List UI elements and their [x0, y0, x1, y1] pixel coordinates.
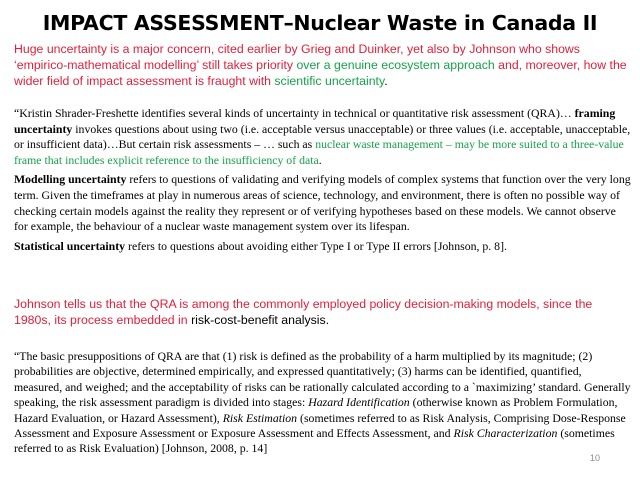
- modelling-paragraph: [14, 172, 632, 234]
- modelling-text: refers to questions of validating and verifying models of complex systems that function over the very long term. Given the timeframes at play in numerous areas of science, technology, and environment, there is often no possible way of checking certain models against the reality they represent or of verifying hypotheses based on these models. We cannot observe for example, the behaviour of a nuclear waste management system over its lifespan.: [14, 172, 631, 234]
- uncertainty-quote: [14, 106, 632, 254]
- qra-quote-c: (sometimes referred to as Risk Analysis, Comprising Dose-Response Assessment and Exposure Assessment or Exposure Assessment and Effects Assessment, and: [14, 410, 626, 441]
- qra-quote-a: “The basic presuppositions of QRA are that (1) risk is defined as the probability of a harm multiplied by its magnitude; (2) probabilities are objective, determined empirically, and expressed quantitatively; (3) harms can be identified, quantified, measured, and weighed; and the acceptability of risks can be rationally calculated according to a `maximizing’ standard. Generally speaking, the risk assessment paradigm is divided into stages:: [14, 349, 631, 410]
- qra-quote-d: (sometimes referred to as Risk Evaluation) [Johnson, 2008, p. 14]: [14, 426, 615, 456]
- slide-title: IMPACT ASSESSMENT–Nuclear Waste in Canada II: [42, 11, 598, 35]
- statistical-term: Statistical uncertainty: [14, 238, 126, 253]
- intro-green-2: scientific uncertainty: [274, 74, 385, 88]
- qra-paragraph: [14, 296, 632, 328]
- qra-red-1: Johnson tells us that the QRA is: [14, 297, 189, 311]
- framing-term: framing uncertainty: [14, 106, 616, 136]
- framing-green-text: nuclear waste management – may be more suited to a three-value frame that includes explicit reference to the insufficiency of data: [14, 137, 624, 167]
- statistical-paragraph: [14, 239, 632, 255]
- qra-quote: [14, 349, 632, 457]
- modelling-term: Modelling uncertainty: [14, 172, 127, 187]
- slide-number: 10: [589, 453, 600, 463]
- qra-quote-b: (otherwise known as Problem Formulation, Hazard Evaluation, or Hazard Assessment),: [14, 395, 618, 425]
- framing-text-a: “Kristin Shrader-Freshette identifies several kinds of uncertainty in technical or quantitative risk assessment (QRA)…: [14, 106, 572, 120]
- hazard-identification: Hazard Identification: [308, 395, 410, 410]
- intro-paragraph: [14, 41, 632, 89]
- framing-end: .: [318, 152, 322, 167]
- intro-red-1: Huge uncertainty is a major concern, cited earlier by Grieg and Duinker, yet also by Johnson who shows ‘empirico-mathematical modelling’ still takes priority: [14, 42, 580, 72]
- statistical-text: refers to questions about avoiding either Type I or Type II errors [Johnson, p. 8].: [128, 238, 507, 253]
- intro-green-1: over a genuine ecosystem approach: [296, 58, 495, 72]
- intro-red-2: and, moreover, how the wider field of impact assessment is fraught with: [14, 58, 627, 88]
- risk-characterization: Risk Characterization: [453, 426, 558, 441]
- qra-tail: risk-cost-benefit analysis.: [191, 313, 330, 327]
- framing-text-b: invokes questions about using two (i.e. acceptable versus unacceptable) or three values (i.e. acceptable, unacceptable, or insufficient data)…But certain risk assessments – … such as: [14, 121, 631, 152]
- risk-estimation: Risk Estimation: [222, 410, 298, 425]
- intro-end: .: [384, 74, 388, 88]
- framing-paragraph: [14, 106, 632, 168]
- qra-red-2: among the commonly employed policy decision-making models, since the 1980s, its process embedded in: [14, 297, 593, 327]
